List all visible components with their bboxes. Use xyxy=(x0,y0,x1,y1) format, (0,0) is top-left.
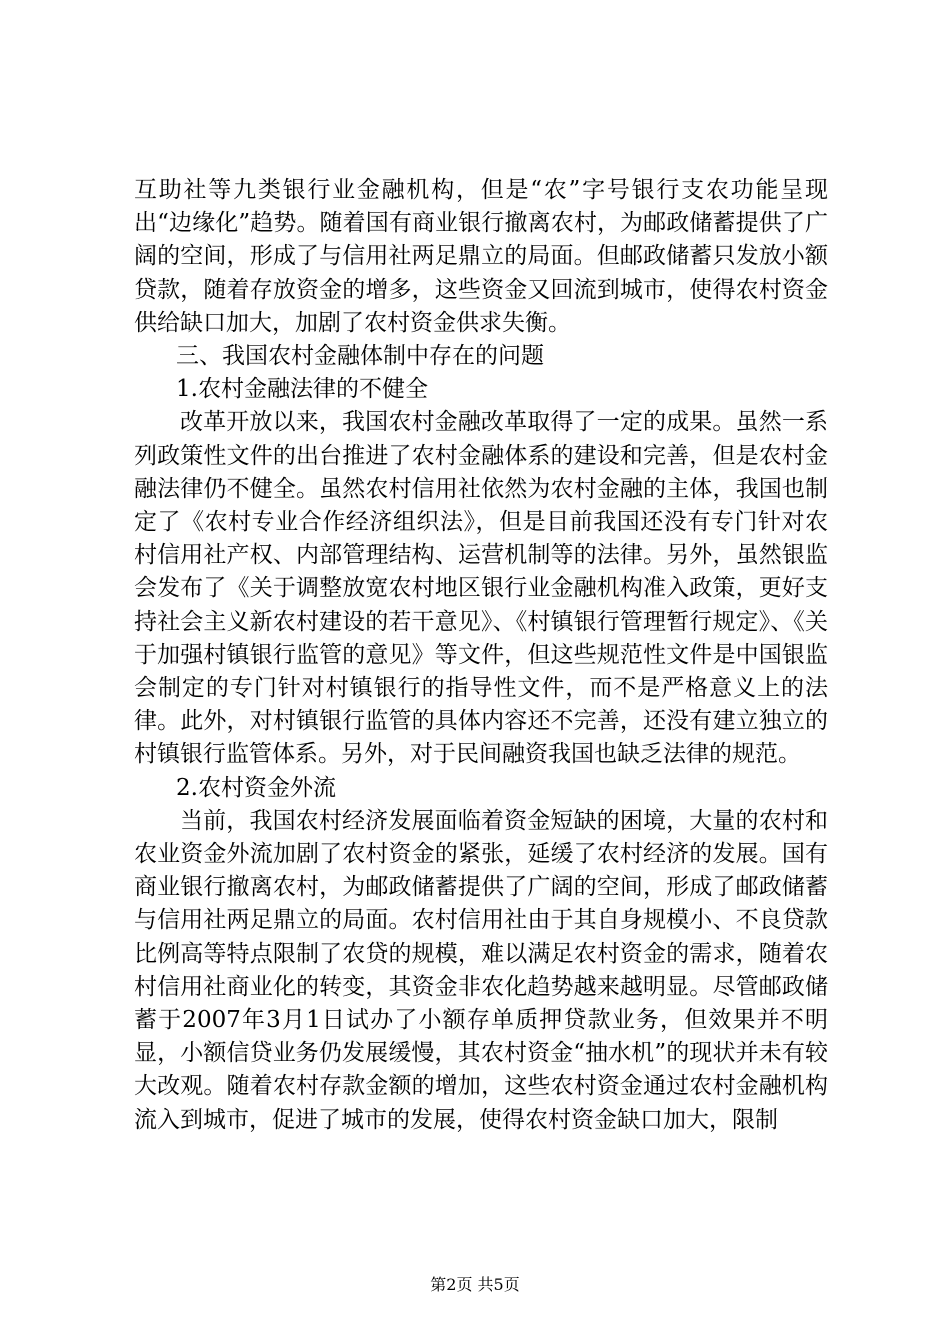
paragraph-continuation: 互助社等九类银行业金融机构，但是“农”字号银行支农功能呈现出“边缘化”趋势。随着国有商业银行撤离农村，为邮政储蓄提供了广阔的空间，形成了与信用社两足鼎立的局面。但邮政储蓄只发放小额贷款，随着存放资金的增多，这些资金又回流到城市，使得农村资金供给缺口加大，加剧了农村资金供求失衡。 xyxy=(134,177,828,336)
section-heading: 三、我国农村金融体制中存在的问题 xyxy=(176,343,544,370)
subsection-heading-1: 1.农村金融法律的不健全 xyxy=(176,376,428,403)
paragraph-capital-outflow: 当前，我国农村经济发展面临着资金短缺的困境，大量的农村和农业资金外流加剧了农村资金的紧张，延缓了农村经济的发展。国有商业银行撤离农村，为邮政储蓄提供了广阔的空间，形成了邮政储蓄与信用社两足鼎立的局面。农村信用社由于其自身规模小、不良贷款比例高等特点限制了农贷的规模，难以满足农村资金的需求，随着农村信用社商业化的转变，其资金非农化趋势越来越明显。尽管邮政储蓄于2007年3月1日试办了小额存单质押贷款业务，但效果并不明显，小额信贷业务仍发展缓慢，其农村资金“抽水机”的现状并未有较大改观。随着农村存款金额的增加，这些农村资金通过农村金融机构流入到城市，促进了城市的发展，使得农村资金缺口加大，限制 xyxy=(134,807,828,1133)
subsection-heading-2: 2.农村资金外流 xyxy=(176,774,336,801)
page-footer: 第2页 共5页 xyxy=(430,1275,520,1294)
document-body xyxy=(134,174,828,1137)
paragraph-legal: 改革开放以来，我国农村金融改革取得了一定的成果。虽然一系列政策性文件的出台推进了农村金融体系的建设和完善，但是农村金融法律仍不健全。虽然农村信用社依然为农村金融的主体，我国也制定了《农村专业合作经济组织法》，但是目前我国还没有专门针对农村信用社产权、内部管理结构、运营机制等的法律。另外，虽然银监会发布了《关于调整放宽农村地区银行业金融机构准入政策，更好支持社会主义新农村建设的若干意见》、《村镇银行管理暂行规定》、《关于加强村镇银行监管的意见》等文件，但这些规范性文件是中国银监会制定的专门针对村镇银行的指导性文件，而不是严格意义上的法律。此外，对村镇银行监管的具体内容还不完善，还没有建立独立的村镇银行监管体系。另外，对于民间融资我国也缺乏法律的规范。 xyxy=(134,409,828,768)
